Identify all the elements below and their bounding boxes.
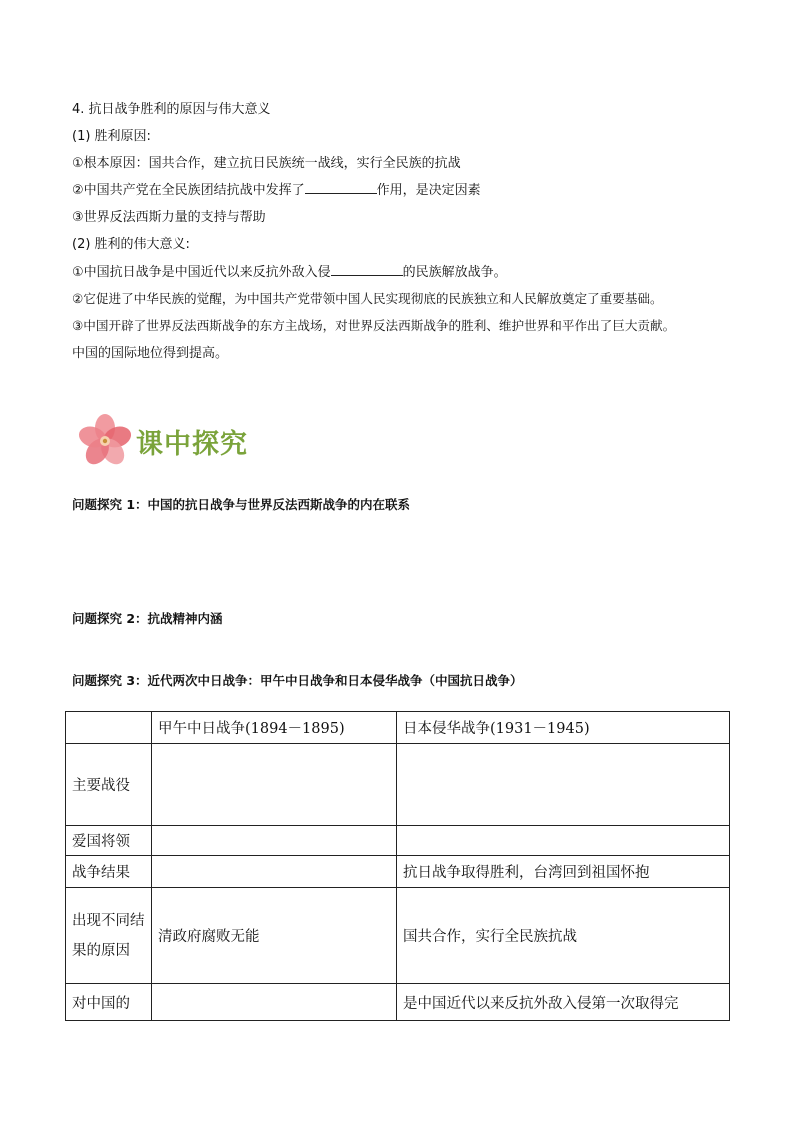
header-cell [66,712,152,744]
table-cell [397,744,730,826]
comparison-table [65,711,730,1021]
row-label: 主要战役 [66,744,152,826]
header-cell: 日本侵华战争(1931－1945) [397,712,730,744]
table-row [66,826,730,856]
table-cell: 抗日战争取得胜利，台湾回到祖国怀抱 [397,856,730,888]
row-label: 出现不同结果的原因 [66,888,152,984]
row-label: 爱国将领 [66,826,152,856]
fill-blank-1[interactable] [305,181,377,194]
question-1: 问题探究 1：中国的抗日战争与世界反法西斯战争的内在联系 [72,497,411,512]
significance-2: ②它促进了中华民族的觉醒，为中国共产党带领中国人民实现彻底的民族独立和人民解放奠定了重要基础。 [72,291,663,306]
row-label: 对中国的 [66,984,152,1021]
significance-heading: (2) 胜利的伟大意义: [72,237,190,252]
reason-3: ③世界反法西斯力量的支持与帮助 [72,210,266,225]
table-cell: 是中国近代以来反抗外敌入侵第一次取得完 [397,984,730,1021]
fill-blank-2[interactable] [331,263,403,276]
table-cell [152,984,397,1021]
reason-1: ①根本原因：国共合作，建立抗日民族统一战线，实行全民族的抗战 [72,156,461,171]
significance-1-prefix: ①中国抗日战争是中国近代以来反抗外敌入侵 [72,265,331,280]
flower-icon [74,410,136,472]
table-cell: 国共合作，实行全民族抗战 [397,888,730,984]
table-row [66,744,730,826]
table-row [66,856,730,888]
significance-3: ③中国开辟了世界反法西斯战争的东方主战场，对世界反法西斯战争的胜利、维护世界和平作出了巨大贡献。 [72,318,676,333]
table-cell: 清政府腐败无能 [152,888,397,984]
reason-2-suffix: 作用，是决定因素 [376,183,481,198]
table-header-row [66,712,730,744]
table-cell [152,856,397,888]
banner-title: 课中探究 [136,429,248,460]
section-banner [74,410,274,472]
reason-2-prefix: ②中国共产党在全民族团结抗战中发挥了 [72,183,305,198]
table-cell [397,826,730,856]
table-row [66,888,730,984]
header-cell: 甲午中日战争(1894－1895) [152,712,397,744]
table-cell [152,744,397,826]
table-cell [152,826,397,856]
significance-3-cont: 中国的国际地位得到提高。 [72,346,229,361]
question-3: 问题探究 3：近代两次中日战争：甲午中日战争和日本侵华战争（中国抗日战争） [72,673,523,688]
significance-1-suffix: 的民族解放战争。 [402,265,507,280]
row-label: 战争结果 [66,856,152,888]
reason-2 [72,179,481,198]
significance-1 [72,261,507,280]
question-2: 问题探究 2：抗战精神内涵 [72,611,223,626]
victory-reasons-heading: (1) 胜利原因: [72,129,151,144]
section-title: 4. 抗日战争胜利的原因与伟大意义 [72,102,271,117]
table-row [66,984,730,1021]
